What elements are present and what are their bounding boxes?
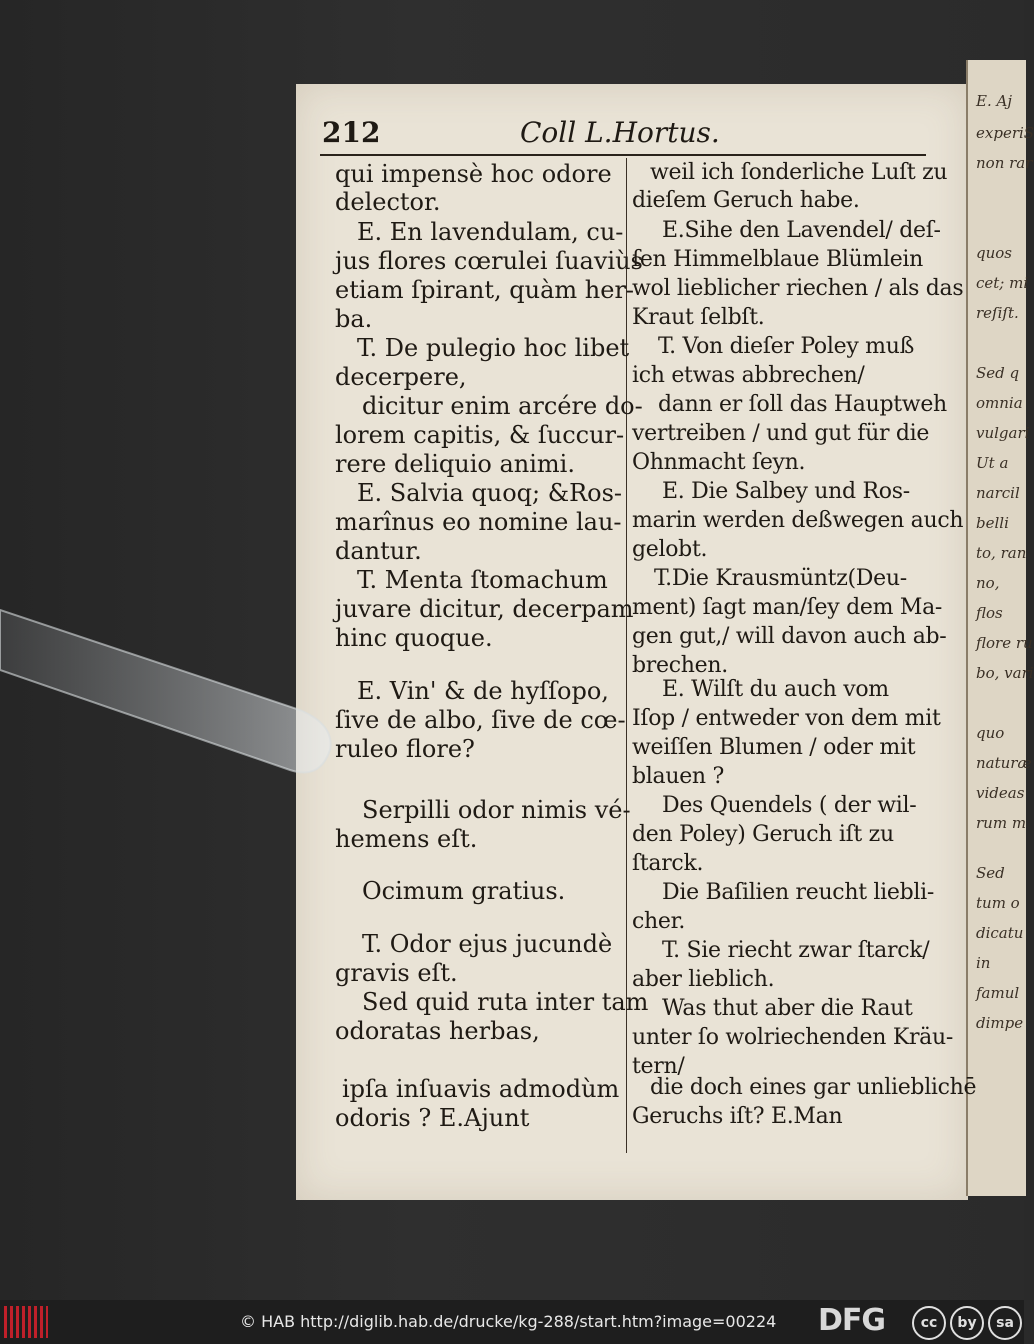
facing-page-edge [966,60,1034,1196]
latin-line: hemens eſt. [335,825,478,853]
facing-page-fragment: quo [976,724,1005,742]
facing-page-fragment: dimpe [976,1014,1024,1032]
german-line: aber lieblich. [632,967,775,992]
facing-page-fragment: no, [976,574,1000,592]
facing-page-fragment: bo, vari [976,664,1034,682]
german-line: die doch eines gar unlieblichē [650,1075,977,1100]
facing-page-fragment: Ut a [976,454,1009,472]
facing-page-fragment: experiS [976,124,1034,142]
facing-page-fragment: Sed [976,864,1005,882]
german-line: wol lieblicher riechen / als das [632,276,964,301]
latin-line: odoris ? E.Ajunt [335,1104,530,1132]
german-line: unter ſo wolriechenden Kräu- [632,1025,953,1050]
latin-line: T. De pulegio hoc libet [357,334,630,362]
facing-page-fragment: non rar [976,154,1033,172]
latin-line: Serpilli odor nimis vé- [362,796,631,824]
latin-line: ſive de albo, ſive de cœ- [335,706,626,734]
latin-line: marînus eo nomine lau- [335,508,622,536]
german-line: Des Quendels ( der wil- [662,793,917,818]
latin-line: lorem capitis, & ſuccur- [335,421,625,449]
latin-line: gravis eſt. [335,959,458,987]
latin-line: hinc quoque. [335,624,493,652]
german-line: ich etwas abbrechen/ [632,363,865,388]
facing-page-fragment: belli [976,514,1009,532]
german-line: brechen. [632,653,728,678]
german-line: ſen Himmelblaue Blümlein [632,247,924,272]
latin-line: Ocimum gratius. [362,877,566,905]
copyright-link[interactable]: © HAB http://diglib.hab.de/drucke/kg-288/start.htm?image=00224 [240,1312,777,1331]
german-line: gen gut,/ will davon auch ab- [632,624,947,649]
german-line: dieſem Geruch habe. [632,188,860,213]
german-line: gelobt. [632,537,708,562]
running-title: Coll L.Hortus. [520,116,720,149]
facing-page-fragment: reſiſt. [976,304,1019,322]
page-number: 212 [322,116,381,149]
facing-page-fragment: flore ru [976,634,1033,652]
german-line: ſtarck. [632,851,704,876]
latin-line: Sed quid ruta inter tam [362,988,649,1016]
facing-page-fragment: dicatu [976,924,1024,942]
facing-page-fragment: quos [976,244,1012,262]
facing-page-fragment: to, ran [976,544,1027,562]
german-line: Geruchs iſt? E.Man [632,1104,843,1129]
latin-line: E. En lavendulam, cu- [357,218,624,246]
facing-page-fragment: Sed q [976,364,1020,382]
latin-line: dicitur enim arcére do- [362,392,643,420]
german-line: weiſſen Blumen / oder mit [632,735,916,760]
german-line: vertreiben / und gut für die [632,421,930,446]
german-line: den Poley) Geruch iſt zu [632,822,894,847]
german-line: T.Die Krausmüntz(Deu- [654,566,907,591]
german-line: T. Von dieſer Poley muß [658,334,914,359]
latin-line: ruleo flore? [335,735,475,763]
german-line: Ohnmacht ſeyn. [632,450,806,475]
cc-license-icon[interactable]: cc [912,1306,946,1340]
facing-page-fragment: narcil [976,484,1020,502]
dfg-logo: DFG [818,1303,886,1338]
latin-line: rere deliquio animi. [335,450,575,478]
german-line: Was thut aber die Raut [662,996,913,1021]
german-line: ment) ſagt man/ſey dem Ma- [632,595,943,620]
latin-line: jus flores cœrulei ſuaviùs [335,247,643,275]
facing-page-fragment: flos [976,604,1003,622]
latin-line: qui impensè hoc odore [335,160,612,188]
latin-line: dantur. [335,537,422,565]
german-line: marin werden deßwegen auch [632,508,964,533]
facing-page-fragment: omnia [976,394,1023,412]
latin-line: E. Salvia quoq; &Ros- [357,479,623,507]
facing-page-fragment: videas [976,784,1025,802]
cc-sa-icon[interactable]: sa [988,1306,1022,1340]
latin-line: E. Vin' & de hyſſopo, [357,677,609,705]
header-rule [320,154,926,156]
latin-line: T. Menta ſtomachum [357,566,608,594]
facing-page-fragment: vulgari [976,424,1030,442]
cc-by-icon[interactable]: by [950,1306,984,1340]
latin-line: ba. [335,305,373,333]
german-line: Die Baſilien reucht liebli- [662,880,935,905]
german-line: E. Die Salbey und Ros- [662,479,910,504]
german-line: Kraut ſelbſt. [632,305,765,330]
german-line: dann er ſoll das Hauptweh [658,392,947,417]
facing-page-fragment: cet; mi [976,274,1029,292]
german-line: Iſop / entweder von dem mit [632,706,941,731]
german-line: T. Sie riecht zwar ſtarck/ [662,938,930,963]
latin-line: juvare dicitur, decerpam [335,595,634,623]
facing-page-fragment: in [976,954,991,972]
german-line: weil ich ſonderliche Luſt zu [650,160,948,185]
german-line: E.Sihe den Lavendel/ deſ- [662,218,941,243]
german-line: cher. [632,909,686,934]
german-line: tern/ [632,1054,685,1079]
facing-page-fragment: rum m [976,814,1027,832]
latin-line: decerpere, [335,363,467,391]
german-line: blauen ? [632,764,724,789]
facing-page-fragment: tum o [976,894,1020,912]
latin-line: odoratas herbas, [335,1017,540,1045]
latin-line: etiam ſpirant, quàm her- [335,276,635,304]
latin-line: T. Odor ejus jucundè [362,930,613,958]
hab-logo [4,1306,48,1338]
facing-page-fragment: E. Aj [976,92,1012,110]
facing-page-fragment: famul [976,984,1020,1002]
latin-line: delector. [335,188,441,216]
facing-page-fragment: naturæ [976,754,1032,772]
german-line: E. Wilſt du auch vom [662,677,889,702]
latin-line: ipſa inſuavis admodùm [342,1075,620,1103]
